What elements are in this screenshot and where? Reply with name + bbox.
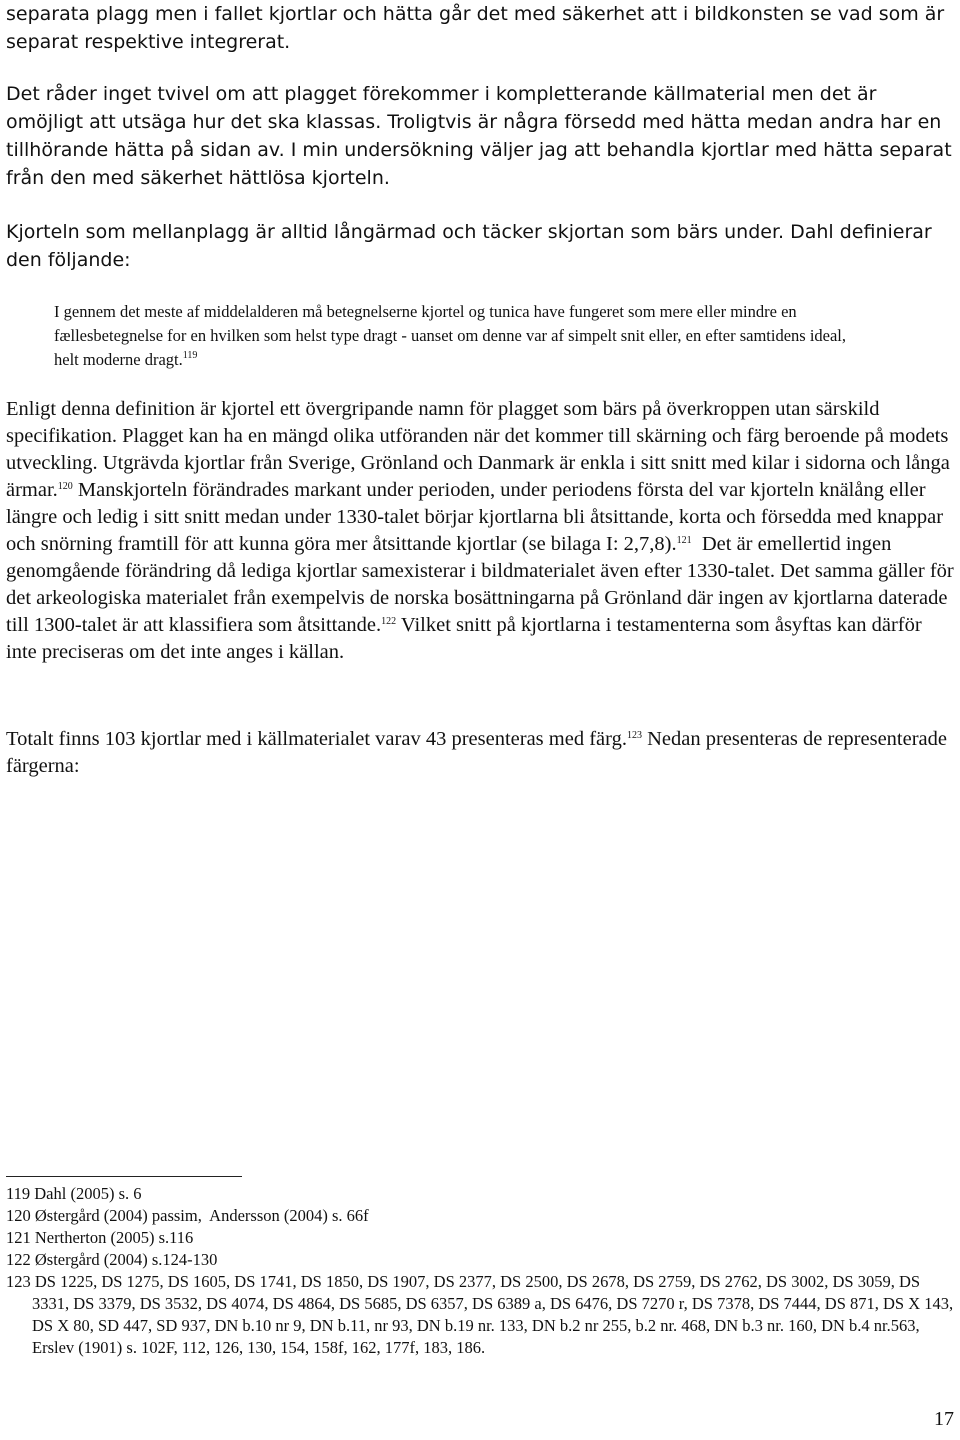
footnote-121: 121 Nertherton (2005) s.116 (6, 1228, 194, 1247)
block-quote (54, 300, 854, 372)
footnote-119: 119 Dahl (2005) s. 6 (6, 1184, 142, 1203)
footnote-ref-120: 120 (57, 481, 73, 492)
footnote-ref-123: 123 (626, 730, 642, 741)
footnote-ref-119: 119 (182, 350, 198, 361)
footnotes (6, 1183, 954, 1359)
page-number: 17 (934, 1408, 954, 1430)
footnote-separator (6, 1176, 242, 1177)
paragraph-text: Nedan presenteras de representerade färgerna: (6, 728, 948, 777)
paragraph-classification: Det råder inget tvivel om att plagget förekommer i kompletterande källmaterial men det är omöjligt att utsäga hur det ska klassas. Troligtvis är några försedd med hätta medan andra har en tillhörande hätta på sidan av. I min undersökning väljer jag att behandla kjortlar med hätta separat från den med säkerhet hättlösa kjorteln. (6, 83, 952, 189)
footnote-122: 122 Østergård (2004) s.124-130 (6, 1250, 218, 1269)
quote-text: I gennem det meste af middelalderen må betegnelserne kjortel og tunica have fungeret som mere eller mindre en fællesbetegnelse for en hvilken som helst type dragt - uanset om denne var af simpelt snit eller, en efter samtidens ideal, helt moderne dragt. (54, 302, 847, 369)
paragraph-text: Vilket snitt på kjortlarna i testamenterna som åsyftas kan därför inte preciseras om det inte anges i källan. (6, 614, 922, 663)
paragraph-text: Manskjorteln förändrades markant under perioden, under periodens första del var kjorteln knälång eller längre och ledig i sitt snitt medan under 1330-talet börjar kjortlarna bli åtsittande, korta och försedda med knappar och snörning framtill för att kunna göra mer åtsittande kjortlar (se bilaga I: 2,7,8). (6, 479, 944, 555)
footnote-ref-121: 121 (676, 535, 692, 546)
paragraph-text: Totalt finns 103 kjortlar med i källmaterialet varav 43 presenteras med färg. (6, 728, 627, 750)
footnote-123: 123 DS 1225, DS 1275, DS 1605, DS 1741, DS 1850, DS 1907, DS 2377, DS 2500, DS 2678, DS 2759, DS 2762, DS 3002, DS 3059, DS 3331, DS 3379, DS 3532, DS 4074, DS 4864, DS 5685, DS 6357, DS 6389 a, DS 6476, DS 7270 r, DS 7378, DS 7444, DS 871, DS X 143, DS X 80, SD 447, SD 937, DN b.10 nr 9, DN b.11, nr 93, DN b.19 nr. 133, DN b.2 nr 255, b.2 nr. 468, DN b.3 nr. 160, DN b.4 nr.563, Erslev (1901) s. 102F, 112, 126, 130, 154, 158f, 162, 177f, 183, 186. (6, 1272, 954, 1357)
paragraph-text: Det är emellertid ingen genomgående förändring då lediga kjortlar samexisterar i bildmaterialet även efter 1330-talet. Det samma gäller för det arkeologiska materialet från exempelvis de norska bosättningarna på Grönland där ingen av kjortlarna daterade till 1300-talet är att klassifiera som åtsittande. (6, 533, 959, 636)
footnote-120: 120 Østergård (2004) passim, Andersson (2004) s. 66f (6, 1206, 369, 1225)
paragraph-colour-intro (6, 726, 954, 780)
paragraph-text: Enligt denna definition är kjortel ett övergripande namn för plagget som bärs på överkroppen utan särskild specifikation. Plagget kan ha en mängd olika utföranden när det kommer till skärning och färg beroende på modets utveckling. Utgrävda kjortlar från Sverige, Grönland och Danmark är enkla i sitt snitt med kilar i sidorna och långa ärmar. (6, 398, 950, 501)
paragraph-continued: separata plagg men i fallet kjortlar och hätta går det med säkerhet att i bildkonsten se vad som är separat respektive integrerat. (6, 3, 945, 53)
footnote-ref-122: 122 (381, 616, 397, 627)
paragraph-kjortel-description (6, 396, 959, 666)
document-page (6, 0, 959, 1440)
paragraph-definition-intro: Kjorteln som mellanplagg är alltid långärmad och täcker skjortan som bärs under. Dahl definierar den följande: (6, 221, 932, 271)
